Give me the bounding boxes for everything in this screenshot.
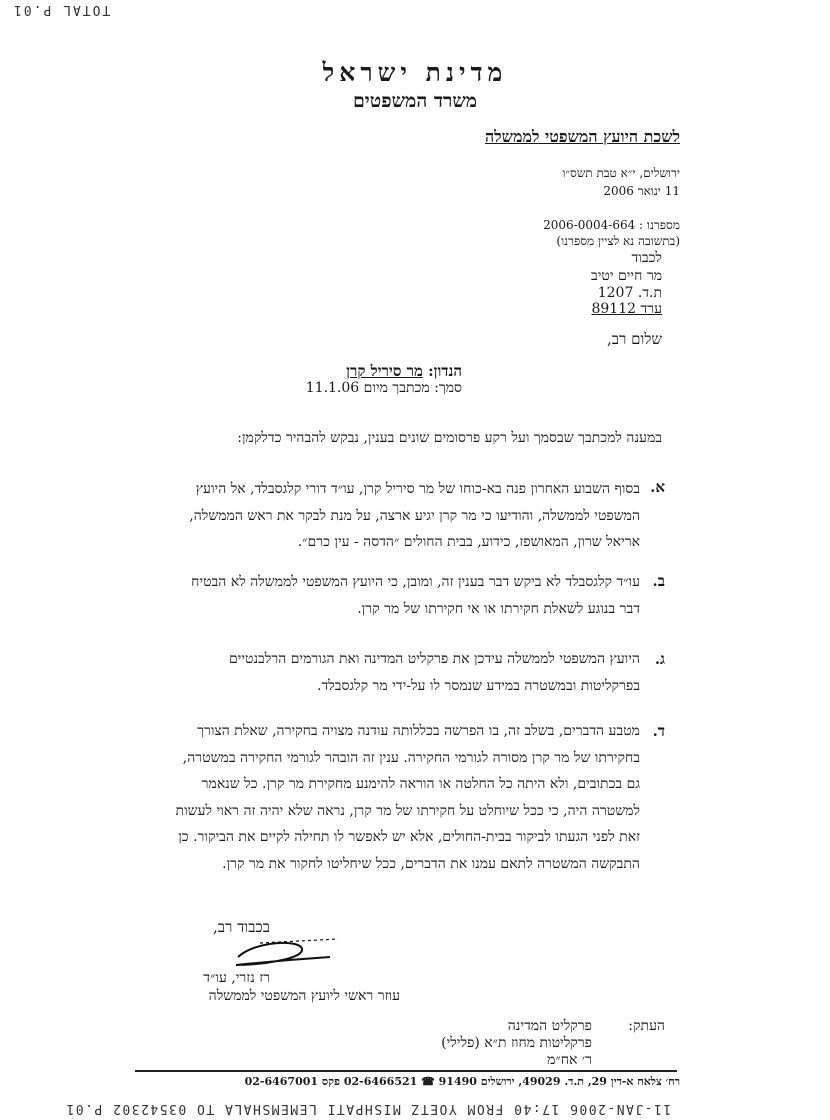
office-name: לשכת היועץ המשפטי לממשלה bbox=[484, 127, 680, 146]
cc-recipient: ר׳ אח״מ bbox=[547, 1052, 592, 1068]
cc-recipient: פרקליטות מחוז ת״א (פלילי) bbox=[441, 1035, 592, 1051]
closing: בכבוד רב, bbox=[213, 918, 270, 936]
addressee-line: מר חיים יטיב bbox=[591, 268, 662, 284]
reference-note: (בתשובה נא לציין מספרנו) bbox=[556, 234, 680, 248]
fax-header-top: TOTAL P.01 bbox=[12, 2, 111, 17]
signer-title: עוזר ראשי ליועץ המשפטי לממשלה bbox=[208, 988, 400, 1004]
addressee-line: לכבוד bbox=[631, 250, 662, 266]
paragraph-text: מטבע הדברים, בשלב זה, בו הפרשה בכללותה עודנה מצויה בחקירה, שאלת הצורך בחקירתו של מר קרן מסורה לגורמי החקירה. ענין זה הובהר לגורמי החקירה במשטרה, גם בכתובים, ולא היתה כל החלטה או הוראה להימנע מחקירת מר קרן. כל שנאמר למשטרה היה, כי ככל שיוחלט על חקירתו של מר קרן, נראה שלא יהיה זה ראוי לעשות זאת לפני הגעתו לביקור בבית-החולים, אלא יש לאפשר לו תחילה לקיים את הביקור. כן התבקשה המשטרה לתאם עמנו את הדברים, ככל שיחליטו לחקור את מר קרן. bbox=[175, 723, 640, 872]
state-title: מדינת ישראל bbox=[322, 58, 508, 87]
intro-paragraph: במענה למכתבך שבסמך ועל רקע פרסומים שונים בענין, נבקש להבהיר כדלקמן: bbox=[237, 430, 662, 446]
paragraph-letter: ב. bbox=[652, 572, 665, 590]
cc-list bbox=[441, 1018, 592, 1069]
addressee-line: ת.ד. 1207 bbox=[597, 285, 662, 301]
gregorian-date: 11 ינואר 2006 bbox=[603, 184, 680, 198]
cc-label: העתק: bbox=[628, 1018, 665, 1034]
subject-label: הנדון: bbox=[428, 362, 462, 380]
paragraph-text: בסוף השבוע האחרון פנה בא-כוחו של מר סיריל קרן, עו״ד דורי קלגסבלד, אל היועץ המשפטי לממשלה, והודיעו כי מר קרן יגיע ארצה, על מנת לבקר את ראש הממשלה, אריאל שרון, המאושפז, כידוע, בבית החולים ״הדסה - עין כרם״. bbox=[189, 481, 640, 550]
fax-header-bottom: 11-JAN-2006 17:40 FROM YOETZ MISHPATI LEMEMSHALA TO 03542302 P.01 bbox=[65, 1101, 672, 1116]
signature bbox=[230, 935, 340, 971]
footer-divider bbox=[135, 1070, 677, 1072]
paragraph-letter: ג. bbox=[654, 650, 665, 668]
cc-recipient: פרקליט המדינה bbox=[507, 1018, 592, 1034]
hebrew-date: ירושלים, י״א טבת תשס״ו bbox=[562, 166, 680, 180]
signer-name: רז נזרי, עו״ד bbox=[203, 970, 270, 986]
paragraph-letter: א. bbox=[650, 478, 665, 496]
footer-address: רח׳ צלאח א-דין 29, ת.ד. 49029, ירושלים 91490 ☎ 02-6466521 פקס 02-6467001 bbox=[244, 1075, 680, 1088]
reference-document: סמך: מכתבך מיום 11.1.06 bbox=[305, 380, 462, 396]
greeting: שלום רב, bbox=[607, 330, 662, 348]
subject-line bbox=[346, 362, 462, 381]
paragraph-text: היועץ המשפטי לממשלה עידכן את פרקליט המדינה ואת הגורמים הרלבנטיים בפרקליטות ובמשטרה במידע שנמסר לו על-ידי מר קלגסבלד. bbox=[228, 651, 640, 694]
paragraph-text: עו״ד קלגסבלד לא ביקש דבר בענין זה, ומובן, כי היועץ המשפטי לממשלה לא הבטיח דבר בנוגע לשאלת חקירתו או אי חקירתו של מר קרן. bbox=[191, 574, 640, 617]
subject-name: מר סיריל קרן bbox=[346, 362, 423, 380]
reference-number: מספרנו : 2006-0004-664 bbox=[543, 218, 680, 232]
ministry-name: משרד המשפטים bbox=[352, 90, 478, 112]
addressee-line: ערד 89112 bbox=[591, 301, 662, 317]
paragraph-letter: ד. bbox=[652, 722, 665, 740]
